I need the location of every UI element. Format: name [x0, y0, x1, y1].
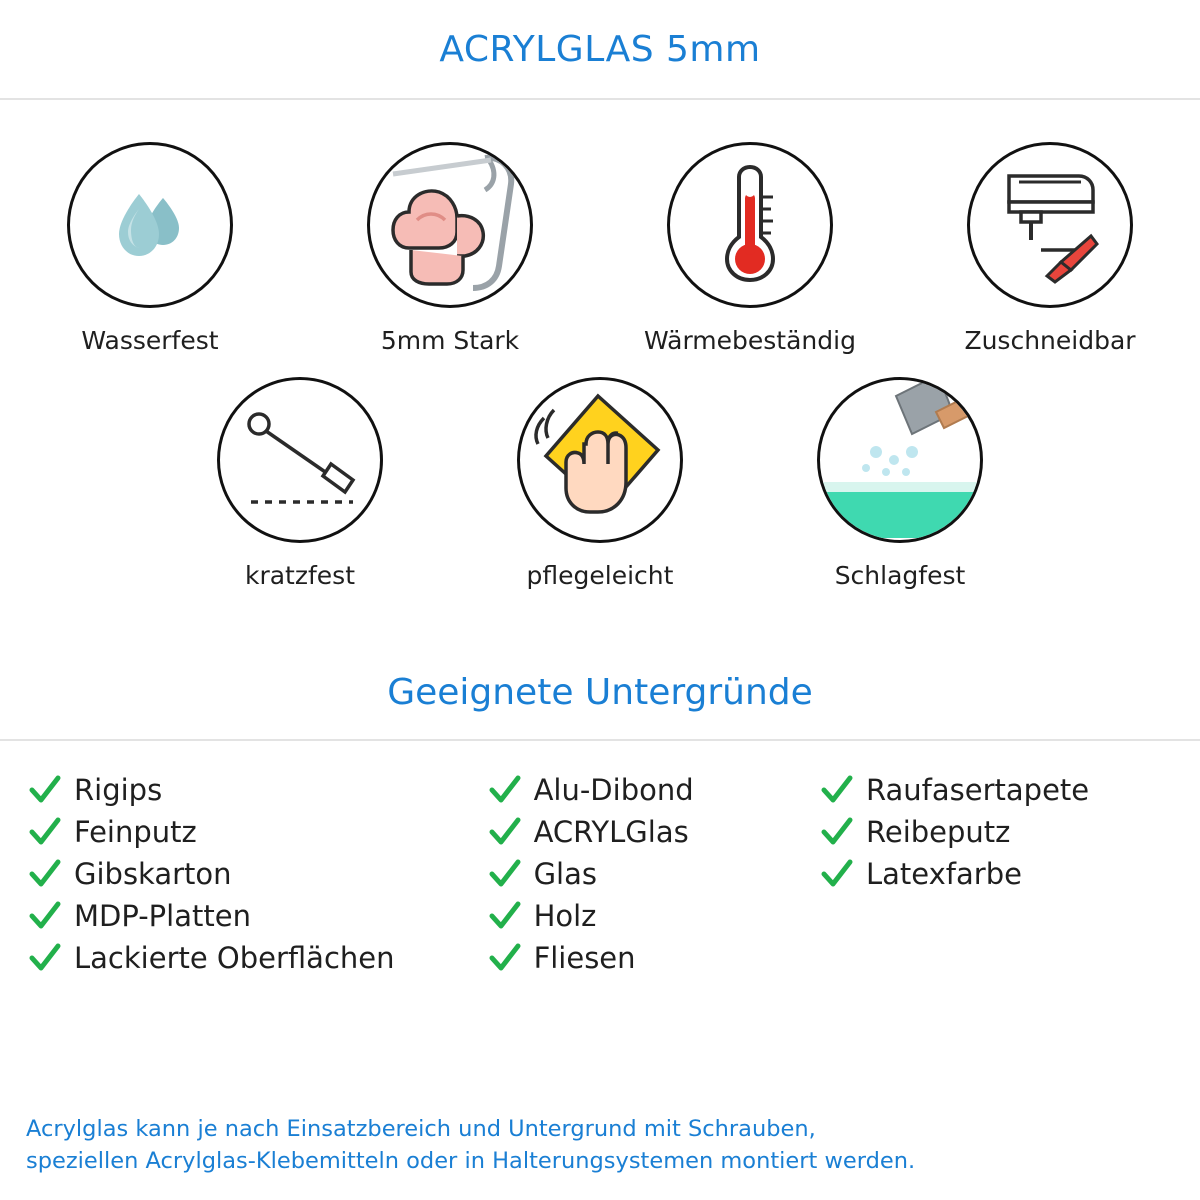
- list-item: [820, 811, 1172, 853]
- water-drops-icon: [95, 168, 205, 282]
- flexing-arm-icon: [373, 146, 527, 304]
- check-icon: [820, 857, 854, 891]
- list-item-label: Rigips: [74, 773, 163, 807]
- check-icon: [488, 857, 522, 891]
- check-icon: [28, 773, 62, 807]
- saw-scratch-icon: [235, 398, 365, 522]
- feature-label: kratzfest: [244, 561, 355, 590]
- footnote-line-2: speziellen Acrylglas-Klebemitteln oder in Halterungsystemen montiert werden.: [26, 1148, 916, 1175]
- feature-zuschneidbar: [900, 142, 1200, 355]
- list-item-label: Reibeputz: [866, 815, 1011, 849]
- check-icon: [488, 941, 522, 975]
- list-item: [488, 895, 820, 937]
- check-icon: [488, 815, 522, 849]
- check-icon: [28, 857, 62, 891]
- list-item: [28, 811, 488, 853]
- list-item-label: Gibskarton: [74, 857, 232, 891]
- feature-label: Wärmebeständig: [644, 326, 856, 355]
- list-item-label: Fliesen: [533, 941, 636, 975]
- check-icon: [820, 815, 854, 849]
- list-item-label: ACRYLGlas: [533, 815, 689, 849]
- feature-label: Wasserfest: [81, 326, 219, 355]
- feature-icon-circle: [67, 142, 233, 308]
- feature-label: Schlagfest: [834, 561, 966, 590]
- list-item-label: Lackierte Oberflächen: [74, 941, 395, 975]
- feature-waermebestaendig: [600, 142, 900, 355]
- list-item: [28, 937, 488, 979]
- feature-icon-circle: [217, 377, 383, 543]
- list-item-label: MDP-Platten: [74, 899, 251, 933]
- section-header: [0, 672, 1200, 741]
- checklist-column-3: [820, 769, 1172, 979]
- list-item-label: Feinputz: [74, 815, 197, 849]
- list-item: [28, 853, 488, 895]
- check-icon: [28, 899, 62, 933]
- jigsaw-cutter-icon: [985, 158, 1115, 292]
- feature-label: 5mm Stark: [380, 326, 520, 355]
- substrate-checklist: [0, 741, 1200, 979]
- hammer-impact-icon: [820, 378, 980, 542]
- list-item-label: Alu-Dibond: [533, 773, 694, 807]
- checklist-column-2: [488, 769, 820, 979]
- list-item: [820, 853, 1172, 895]
- footnote-line-1: Acrylglas kann je nach Einsatzbereich und Untergrund mit Schrauben,: [26, 1116, 816, 1143]
- list-item: [488, 811, 820, 853]
- list-item-label: Glas: [533, 857, 597, 891]
- list-item: [488, 853, 820, 895]
- check-icon: [28, 815, 62, 849]
- feature-row-1: [0, 142, 1200, 355]
- feature-label: Zuschneidbar: [964, 326, 1136, 355]
- feature-grid: [0, 100, 1200, 590]
- list-item: [28, 769, 488, 811]
- header: [0, 0, 1200, 100]
- footnote: [26, 1114, 1186, 1178]
- feature-5mm-stark: [300, 142, 600, 355]
- feature-icon-circle: [817, 377, 983, 543]
- list-item: [488, 769, 820, 811]
- list-item-label: Raufasertapete: [866, 773, 1090, 807]
- check-icon: [820, 773, 854, 807]
- feature-icon-circle: [967, 142, 1133, 308]
- feature-wasserfest: [0, 142, 300, 355]
- feature-icon-circle: [517, 377, 683, 543]
- list-item: [28, 895, 488, 937]
- feature-schlagfest: [750, 377, 1050, 590]
- feature-kratzfest: [150, 377, 450, 590]
- feature-icon-circle: [667, 142, 833, 308]
- hand-cloth-wipe-icon: [520, 378, 680, 542]
- section-title: Geeignete Untergründe: [387, 672, 813, 713]
- checklist-column-1: [28, 769, 488, 979]
- check-icon: [28, 941, 62, 975]
- check-icon: [488, 899, 522, 933]
- feature-row-2: [0, 377, 1200, 590]
- feature-pflegeleicht: [450, 377, 750, 590]
- list-item: [820, 769, 1172, 811]
- feature-icon-circle: [367, 142, 533, 308]
- page-title: ACRYLGLAS 5mm: [439, 28, 761, 70]
- list-item: [488, 937, 820, 979]
- thermometer-icon: [695, 163, 805, 287]
- check-icon: [488, 773, 522, 807]
- list-item-label: Holz: [533, 899, 597, 933]
- list-item-label: Latexfarbe: [866, 857, 1022, 891]
- feature-label: pflegeleicht: [526, 561, 674, 590]
